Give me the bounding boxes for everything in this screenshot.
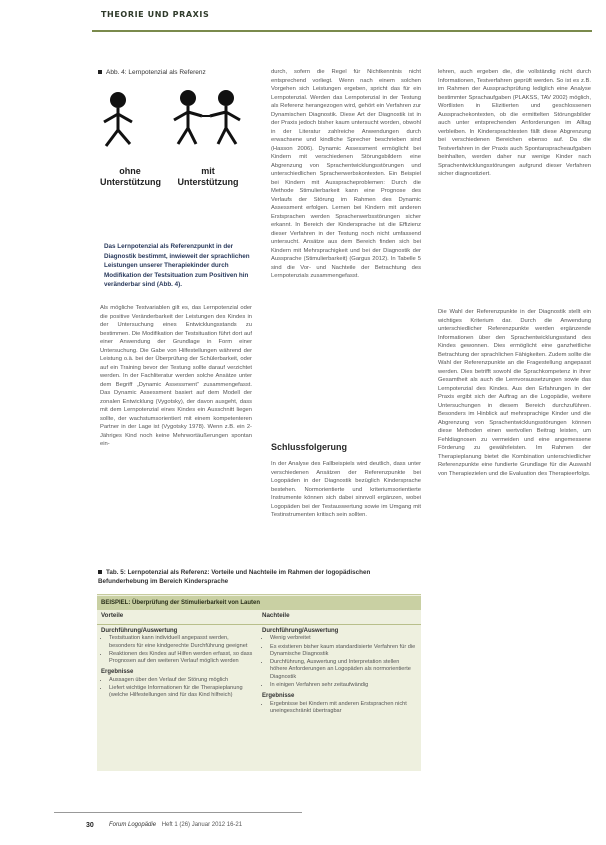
list-item: • Liefert wichtige Informationen für die Therapieplanung (welche Hilfestellungen sind für das Kind hilfreich) (109, 685, 253, 700)
figure-caption-text: Abb. 4: Lernpotenzial als Referenz (106, 69, 206, 76)
disadvantages-subheading-results: Ergebnisse (262, 693, 295, 700)
list-item: • Ergebnisse bei Kindern mit anderen Erstsprachen nicht uneingeschränkt übertragbar (270, 701, 416, 716)
bullet-square-icon (98, 570, 102, 574)
figure-caption (98, 69, 206, 76)
header-rule (92, 30, 592, 32)
list-item: • Reaktionen des Kindes auf Hilfen werden erfasst, so dass Prognosen auf den weiteren Verlauf möglich werden (109, 651, 253, 666)
figure-label-right (176, 166, 240, 188)
journal-issue: Heft 1 (26) Januar 2012 16-21 (161, 822, 243, 828)
body-text-column-3-cont: Die Wahl der Referenzpunkte in der Diagnostik stellt ein wichtiges Kriterium dar. Durch die Anwendung unterschiedlicher Referenzpunkte werden ergänzende Informationen über den Sprachentwicklungsstand des Kindes gewonnen. Dies ermöglicht eine ganzheitliche Betrachtung der sprachlichen Fähigkeiten. Zudem sollte die Wahl der Referenzpunkte an die Fragestellung angepasst werden. Dies betrifft sowohl die Sprachkompetenz in ihrer Gesamtheit als auch die Lernvoraussetzungen sowie das Lernpotenzial des Kindes. Aus den Erfahrungen in der Praxis ergibt sich der Auftrag an die Logopädie, weitere Untersuchungen in diesem Bereich durchzuführen. Besonders im Hinblick auf mehrsprachige Kinder und die Abgrenzung von Sprachentwicklungsstörungen können diese Methoden einen wertvollen Beitrag leisten, um Fehldiagnosen zu vermeiden und eine angemessene Förderung zu gewährleisten. Im Rahmen der Therapieplanung bietet die Kombination unterschiedlicher Referenzpunkte eine fundierte Grundlage für die Auswahl von Therapiezielen und die Evaluation des Therapieerfolgs. (438, 309, 591, 477)
table-header-rule (97, 624, 421, 625)
list-item: • Testsituation kann individuell angepasst werden, besonders für eine kindgerechte Durchführung geeignet (109, 635, 253, 650)
journal-name: Forum Logopädie (109, 822, 157, 828)
body-text-column-3: lehren, auch ergeben die, die vollständig nicht durch Informationen, Testverfahren geprüft werden. So ist es z.B. im Rahmen der Aussprachprüfung lediglich eine Analyse bestimmter Sprachaufgaben (PLAKSS, TAV 2002) möglich, Wortlisten in Elizitierten und geschlossenen Aussprachekontexten, ob die ermittelten Störungsbilder auch unter entsprechenden Anforderungen im Alltag verbleiben. In Kindersprachtesten fällt diese Abgrenzung bei verschiedenen Bereichen ebenso auf. Da die Testverfahren in der Praxis auch Spontanspracheaufgaben beinhalten, werden daher nur wenige Kinder nach Sprachentwicklungsstörungen aufgrund dieser Verfahren sicher diagnostiziert. (438, 69, 591, 177)
table-caption-text: Tab. 5: Lernpotenzial als Referenz: Vorteile und Nachteile im Rahmen der logopädischen Befunderhebung im Bereich Kindersprache (98, 569, 371, 585)
section-heading: Schlussfolgerung (271, 442, 348, 452)
disadvantages-subheading-procedure: Durchführung/Auswertung (262, 628, 339, 634)
body-text-column-1: Als mögliche Testvariablen gilt es, das Lernpotenzial oder die positive Veränderbarkeit der Leistungen des Kindes in der Untersuchung eines Entwicklungsstands zu bestimmen. Die Modifikation der Testsituation führt dort auf einer Anwendung der Grundlage in Form einer Untersuchung. Die Gabe von Hilfestellungen während der Leistung o.ä. bei der Überprüfung der Schülerbarkeit, oder auf ein Training bevor der Testung sollte darauf verzichtet werden. In der Fachliteratur werden solche Ansätze unter dem Begriff „Dynamic Assessment“ zusammengefasst. Das Dynamic Assessment basiert auf dem Modell der zonalen Entwicklung (Vygotsky), der davon ausgeht, dass mit dem Lernpotenzial eines Kindes ein Ausschnitt liegen sollte, der wachstumsorientiert mit einem kompetenteren Partner in der Lage ist (Vygotsky 1978). Wenn z.B. ein 2-Jähriges Kind noch keine Mehrwortäußerungen spontan ein- (100, 305, 252, 447)
footer-journal (109, 822, 242, 828)
table-cell-disadvantages (262, 628, 416, 716)
list-item: • Wenig verbreitet (270, 635, 416, 642)
figure-label-left-line1: ohne (119, 166, 141, 176)
advantages-subheading-procedure: Durchführung/Auswertung (101, 628, 178, 634)
figure-label-right-line1: mit (201, 166, 215, 176)
disadvantages-procedure-list (262, 635, 416, 689)
table-header-left: Vorteile (101, 612, 124, 619)
table-title: BEISPIEL: Überprüfung der Stimulierbarkeit von Lauten (97, 596, 421, 610)
section-title: THEORIE UND PRAXIS (101, 10, 210, 19)
pull-quote: Das Lernpotenzial als Referenzpunkt in der Diagnostik bestimmt, inwieweit der sprachlichen Leistungen unserer Therapiekinder durch Modifikation der Testsituation zum Positiven hin veränderbar sind (Abb. 4). (104, 243, 250, 289)
body-text-column-2-conclusion: In der Analyse des Fallbeispiels wird deutlich, dass unter verschiedenen Ansätzen der Referenzpunkte bei Logopäden in der Diagnostik bezüglich Kindersprache bestehen. Normorientierte und kriteriumsorientierte Instrumente können sich dabei sinnvoll ergänzen, wobei Logopäden bei der Testauswertung sowie im Umgang mit Testinstrumenten kritisch sein sollten. (271, 461, 421, 518)
page-number: 30 (86, 822, 94, 829)
disadvantages-results-list (262, 701, 416, 716)
header-bar (0, 0, 606, 46)
advantages-results-list (101, 677, 253, 700)
table-caption (98, 569, 418, 586)
bullet-square-icon (98, 70, 102, 74)
body-text-column-2: durch, sofern die Regel für Nichtkenntnis nicht entsprechend vorliegt. Wenn nach einem solchen Vorgehen sich Leistungen ergeben, spricht das für ein Lernpotenzial. Werden das Lernpotenzial in der Testung als Referenz herangezogen wird, gehört ein Verfahren zur Dynamischen Diagnostik. Diese Art der Diagnostik ist in der Praxis jedoch bisher kaum untersucht worden, obwohl in der Literatur zahlreiche Anwendungen durch erwachsene und kindliche Sprecher beschrieben sind (Hasson 2006). Dynamic Assessment ermöglicht bei Kindern mit verschiedenen Störungsbildern eine Abgrenzung von Sprachentwicklungsstörungen und unterschiedlichen Spracherwerbskontexten. Ein Beispiel bei Kindern mit Ausspracheproblemen: Durch die Methode Stimulierbarkeit kann eine Prognose des Verlaufs der Störung im Rahmen des Dynamic Assessment erfolgen. Lernen bei Kindern mit anderen Erstsprachen werden Spracherwerbsstörungen sicher erkannt. In Bereich der Kindersprache ist die Effizienz dieser Verfahren in der Testung noch nicht umfassend untersucht. Ansätze aus dem Bereich finden sich bei Kindern mit Mehrsprachigkeit und bei der Diagnostik der Aussprache (Stimulierbarkeit) (Gargus 2012). In Tabelle 5 sind die Vor- und Nachteile der Betrachtung des Lernpotenzials zusammengefasst. (271, 69, 421, 279)
advantages-procedure-list (101, 635, 253, 665)
figure-label-right-line2: Unterstützung (177, 177, 239, 187)
advantages-subheading-results: Ergebnisse (101, 669, 134, 676)
list-item: • Es existieren bisher kaum standardisierte Verfahren für die Dynamische Diagnostik (270, 644, 416, 659)
list-item: • Aussagen über den Verlauf der Störung möglich (109, 677, 253, 684)
table-cell-advantages (101, 628, 253, 701)
figure-label-left-line2: Unterstützung (100, 177, 161, 187)
table-header-right: Nachteile (262, 612, 290, 619)
list-item: • Durchführung, Auswertung und Interpretation stellen höhere Anforderungen an Logopäden als normorientierte Diagnostik (270, 659, 416, 681)
footer-rule (54, 812, 302, 813)
figure-label-left (100, 166, 160, 188)
list-item: • In einigen Verfahren sehr zeitaufwändig (270, 682, 416, 689)
